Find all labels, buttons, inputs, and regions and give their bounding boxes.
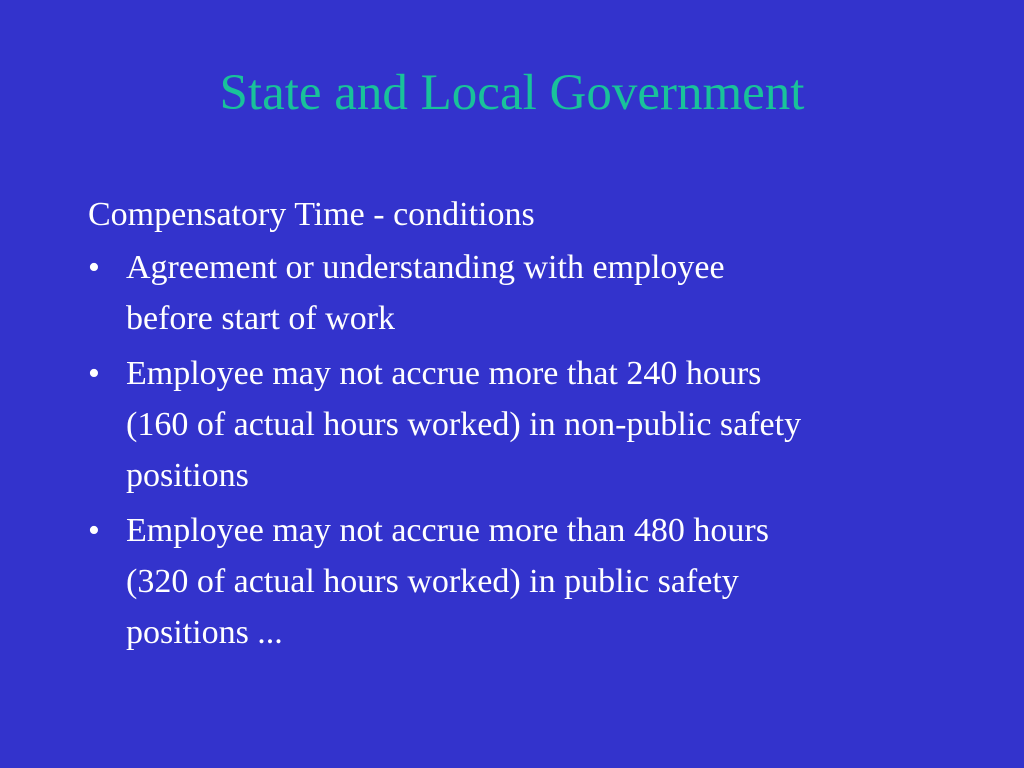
slide-title: State and Local Government <box>219 65 805 121</box>
slide-subheading: Compensatory Time - conditions <box>88 196 535 233</box>
bullet-line: Agreement or understanding with employee <box>126 249 725 286</box>
bullet-item <box>88 505 948 658</box>
bullet-line: (160 of actual hours worked) in non-public safety <box>126 406 802 443</box>
bullet-item <box>88 242 948 344</box>
bullet-line: Employee may not accrue more than 480 hours <box>126 512 769 549</box>
bullet-dot-icon: • <box>88 512 100 549</box>
slide-body <box>88 193 948 662</box>
bullet-line: positions ... <box>126 614 283 651</box>
bullet-line: (320 of actual hours worked) in public safety <box>126 563 739 600</box>
bullet-line: positions <box>126 457 249 494</box>
bullet-line: before start of work <box>126 300 396 337</box>
bullet-item <box>88 348 948 501</box>
bullet-dot-icon: • <box>88 355 100 392</box>
bullet-list <box>88 242 948 658</box>
bullet-line: Employee may not accrue more that 240 hours <box>126 355 762 392</box>
bullet-dot-icon: • <box>88 249 100 286</box>
